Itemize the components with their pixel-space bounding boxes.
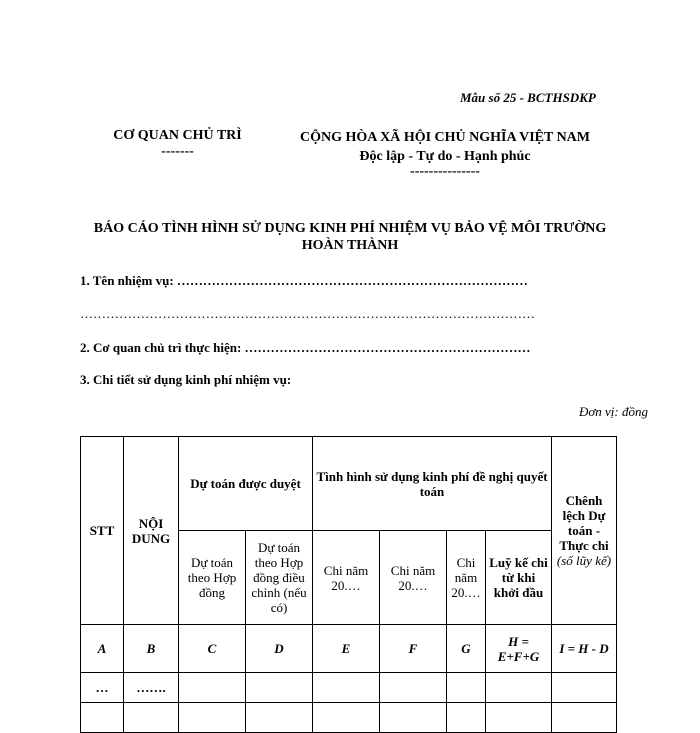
- row-cell: [447, 703, 486, 733]
- header-usage: Tình hình sử dụng kinh phí đề nghị quyết toán: [313, 437, 552, 531]
- row-cell: [447, 673, 486, 703]
- row-cell: [313, 703, 380, 733]
- header-year-1: Chi năm 20.…: [313, 531, 380, 625]
- code-cell: G: [447, 625, 486, 673]
- header-diff-note: (số lũy kế): [556, 553, 612, 568]
- code-cell: D: [246, 625, 313, 673]
- header-stt: STT: [81, 437, 124, 625]
- row-cell: [380, 703, 447, 733]
- header-year-3: Chi năm 20.…: [447, 531, 486, 625]
- header-year-2: Chi năm 20.…: [380, 531, 447, 625]
- header-diff-label: Chênh lệch Dự toán - Thực chi: [559, 493, 609, 553]
- agency-label: CƠ QUAN CHỦ TRÌ: [113, 128, 242, 143]
- code-cell: F: [380, 625, 447, 673]
- code-cell: E: [313, 625, 380, 673]
- republic-rule: ---------------: [410, 164, 480, 179]
- row-cell: [246, 673, 313, 703]
- code-cell: H = E+F+G: [486, 625, 552, 673]
- header-est-adjusted: Dự toán theo Hợp đồng điều chỉnh (nếu có): [246, 531, 313, 625]
- task-name-continuation: ……………………………………………………………………………………………: [80, 306, 535, 321]
- code-cell: C: [179, 625, 246, 673]
- row-cell: …: [81, 673, 124, 703]
- row-cell: [313, 673, 380, 703]
- code-cell: A: [81, 625, 124, 673]
- expense-table: [80, 436, 617, 733]
- code-cell: I = H - D: [552, 625, 617, 673]
- row-cell: [380, 673, 447, 703]
- row-cell: [552, 703, 617, 733]
- republic-name: CỘNG HÒA XÃ HỘI CHỦ NGHĨA VIỆT NAM: [299, 130, 590, 145]
- report-title: BÁO CÁO TÌNH HÌNH SỬ DỤNG KINH PHÍ NHIỆM VỤ BẢO VỆ MÔI TRƯỜNG HOÀN THÀNH: [93, 221, 607, 253]
- header-content: NỘI DUNG: [124, 437, 179, 625]
- header-diff: [552, 437, 617, 625]
- form-code: Mẫu số 25 - BCTHSDKP: [460, 90, 596, 105]
- row-cell: [486, 673, 552, 703]
- header-cumulative: Luỹ kế chi từ khi khởi đầu: [486, 531, 552, 625]
- row-cell: [552, 673, 617, 703]
- header-estimate: Dự toán được duyệt: [179, 437, 313, 531]
- row-cell: [124, 703, 179, 733]
- agency-block: [100, 128, 255, 160]
- detail-heading: 3. Chi tiết sử dụng kinh phí nhiệm vụ:: [80, 372, 292, 387]
- agency-rule: -------: [161, 144, 194, 159]
- republic-block: [280, 128, 610, 178]
- republic-motto: Độc lập - Tự do - Hạnh phúc: [359, 149, 531, 164]
- row-cell: [179, 703, 246, 733]
- unit-label: Đơn vị: đồng: [578, 404, 648, 419]
- row-cell: …….: [124, 673, 179, 703]
- row-cell: [486, 703, 552, 733]
- agency-impl-field: 2. Cơ quan chủ trì thực hiện: …………………………………………………………: [80, 340, 531, 355]
- header-est-contract: Dự toán theo Hợp đồng: [179, 531, 246, 625]
- row-cell: [246, 703, 313, 733]
- row-cell: [179, 673, 246, 703]
- row-cell: [81, 703, 124, 733]
- code-cell: B: [124, 625, 179, 673]
- task-name-field: 1. Tên nhiệm vụ: ………………………………………………………………………: [80, 273, 528, 288]
